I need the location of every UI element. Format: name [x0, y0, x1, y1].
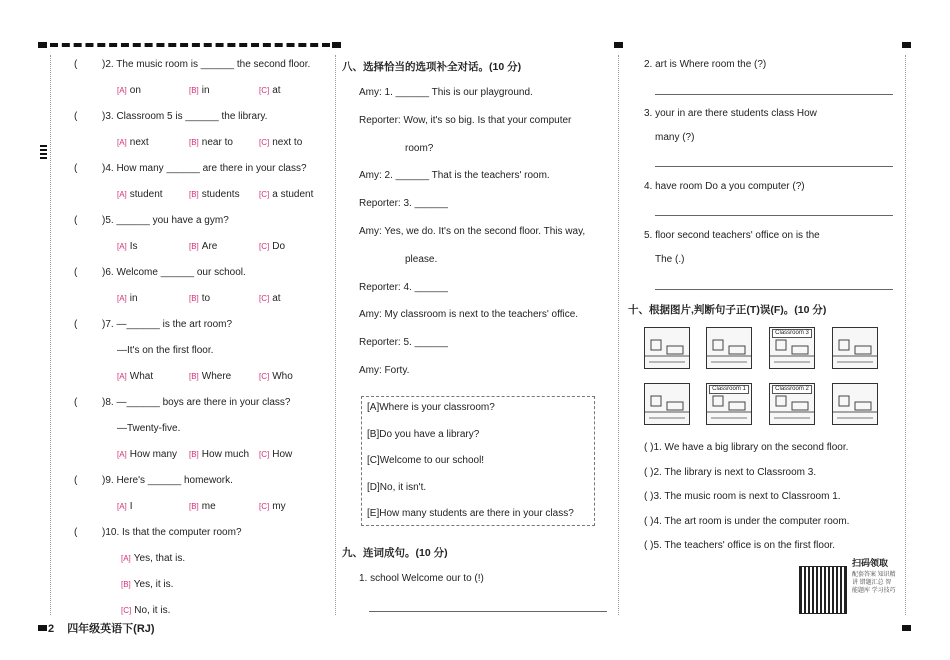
option-text: Do [272, 241, 286, 252]
option-key: [B] [189, 372, 199, 381]
option-text: in [129, 293, 138, 304]
room-sketch-icon [645, 328, 689, 368]
picture-label: Classroom 2 [772, 385, 812, 394]
question-paren: ( [74, 397, 78, 408]
column-divider [618, 55, 619, 615]
tf-item: ( )1. We have a big library on the second floor. [644, 442, 849, 453]
option-text: Do you have a library? [379, 428, 480, 440]
option[interactable] [259, 449, 292, 460]
option-key: [A] [117, 190, 127, 199]
option-text: next [129, 137, 149, 148]
option-key: [E] [367, 508, 380, 519]
option-key: [B] [189, 190, 199, 199]
section10-title: 十、根据图片,判断句子正(T)误(F)。(10 分) [628, 304, 827, 316]
section9-title: 九、连词成句。(10 分) [342, 547, 448, 559]
tf-item: ( )4. The art room is under the computer room. [644, 515, 850, 527]
picture-label: Classroom 1 [709, 385, 749, 394]
room-sketch-icon [707, 384, 751, 424]
s9-item: The (.) [655, 254, 685, 265]
dialog-line: please. [405, 254, 438, 265]
question-text: )9. Here's ______ homework. [102, 475, 233, 486]
option[interactable] [189, 189, 240, 200]
option[interactable] [189, 501, 216, 512]
option-key: [C] [259, 372, 270, 381]
option-key: [D] [367, 481, 380, 493]
option-key: [C] [259, 294, 270, 303]
top-dash-line [50, 43, 330, 47]
option[interactable] [121, 605, 170, 616]
option-text: What [129, 371, 154, 382]
option-key: [A] [117, 294, 127, 303]
option[interactable] [117, 501, 133, 512]
option[interactable] [117, 189, 163, 200]
option-key: [B] [189, 294, 199, 303]
option[interactable] [117, 293, 138, 304]
option[interactable] [259, 85, 281, 96]
option[interactable] [259, 137, 302, 148]
question-text: )2. The music room is ______ the second floor. [102, 59, 311, 70]
option-key: [A] [117, 450, 127, 459]
option-text: No, it isn't. [379, 481, 427, 493]
option-key: [A] [117, 502, 127, 511]
s9-q1: 1. school Welcome our to (!) [359, 573, 484, 584]
option-key: [B] [189, 86, 199, 95]
room-sketch-icon [770, 384, 814, 424]
dialog-line: Amy: Yes, we do. It's on the second floor. This way, [359, 226, 586, 237]
option-text: at [272, 85, 281, 96]
question-paren: ( [74, 59, 78, 70]
option-text: Who [272, 371, 293, 382]
question-paren: ( [74, 319, 78, 330]
option-key: [C] [121, 606, 132, 615]
question-paren: ( [74, 267, 78, 278]
option[interactable] [117, 449, 177, 460]
option-text: Are [201, 241, 218, 252]
answer-line[interactable] [655, 289, 893, 290]
option-key: [C] [367, 455, 380, 466]
dialog-option [367, 455, 484, 466]
option-text: me [201, 501, 216, 512]
question-text: )4. How many ______ are there in your class? [102, 163, 307, 174]
corner-mark [38, 625, 47, 631]
option-key: [C] [259, 138, 270, 147]
option-text: How many students are there in your class? [379, 508, 574, 519]
option-key: [A] [367, 402, 380, 413]
option-key: [A] [121, 554, 131, 563]
column-divider [50, 55, 51, 615]
scene-picture [644, 327, 690, 369]
scene-picture [769, 327, 815, 369]
option-text: Welcome to our school! [379, 455, 485, 466]
option[interactable] [121, 553, 185, 564]
option[interactable] [117, 241, 138, 252]
option-key: [A] [117, 86, 127, 95]
corner-mark [332, 42, 341, 48]
option-text: at [272, 293, 281, 304]
option-key: [C] [259, 242, 270, 251]
column-divider [905, 55, 906, 615]
option-text: I [129, 501, 133, 512]
room-sketch-icon [645, 384, 689, 424]
option-text: on [129, 85, 141, 96]
answer-line[interactable] [655, 94, 893, 95]
question-text: )6. Welcome ______ our school. [102, 267, 246, 278]
side-binding-mark [40, 145, 47, 161]
question-sub: —Twenty-five. [117, 423, 181, 434]
option-text: my [272, 501, 286, 512]
option[interactable] [259, 189, 313, 200]
section8-title: 八、选择恰当的选项补全对话。(10 分) [342, 61, 522, 73]
picture-label: Classroom 3 [772, 329, 812, 338]
option-text: Yes, that is. [133, 553, 186, 564]
question-text: )10. Is that the computer room? [102, 527, 242, 538]
option-text: How many [129, 449, 178, 460]
dialog-line: Amy: 1. ______ This is our playground. [359, 87, 533, 98]
option[interactable] [259, 241, 285, 252]
dialog-line: Amy: My classroom is next to the teachers' office. [359, 309, 579, 320]
option[interactable] [189, 293, 210, 304]
question-paren: ( [74, 111, 78, 122]
option[interactable] [189, 137, 233, 148]
option-key: [C] [259, 86, 270, 95]
scene-picture [769, 383, 815, 425]
option-text: next to [272, 137, 303, 148]
option-text: Is [129, 241, 138, 252]
dialog-line: Reporter: 5. ______ [359, 337, 448, 348]
footer [48, 620, 155, 636]
qr-code [799, 566, 847, 614]
dialog-option [367, 429, 479, 440]
dialog-line: Reporter: 4. ______ [359, 282, 448, 293]
dialog-line: Reporter: 3. ______ [359, 198, 448, 209]
option[interactable] [117, 85, 141, 96]
option[interactable] [259, 293, 281, 304]
corner-mark [902, 625, 911, 631]
option-text: students [201, 189, 240, 200]
dialog-line: room? [405, 143, 434, 154]
room-sketch-icon [833, 328, 877, 368]
option-key: [A] [117, 138, 127, 147]
answer-line[interactable] [369, 611, 607, 612]
option-key: [C] [259, 502, 270, 511]
option[interactable] [117, 137, 149, 148]
option-key: [B] [189, 138, 199, 147]
option-key: [C] [259, 190, 270, 199]
question-paren: ( [74, 163, 78, 174]
s9-item: 4. have room Do a you computer (?) [644, 181, 805, 192]
option-key: [B] [367, 428, 380, 440]
option-text: How much [201, 449, 250, 460]
book-title: 四年级英语下(RJ) [67, 623, 155, 635]
question-paren: ( [74, 527, 78, 538]
room-sketch-icon [833, 384, 877, 424]
room-sketch-icon [707, 328, 751, 368]
question-text: )5. ______ you have a gym? [102, 215, 229, 226]
option-text: Where [201, 371, 232, 382]
option-key: [B] [121, 580, 131, 589]
scene-picture [706, 327, 752, 369]
option-key: [A] [117, 372, 127, 381]
option-key: [C] [259, 450, 270, 459]
column-divider [335, 55, 336, 615]
s9-item: 2. art is Where room the (?) [644, 59, 767, 70]
question-sub: —It's on the first floor. [117, 345, 214, 356]
option[interactable] [189, 371, 231, 382]
option-text: No, it is. [134, 605, 171, 616]
dialog-line: Amy: Forty. [359, 365, 410, 376]
corner-mark [902, 42, 911, 48]
scene-picture [832, 327, 878, 369]
s9-item: 3. your in are there students class How [644, 108, 817, 119]
dialog-option [367, 508, 574, 519]
option-text: near to [201, 137, 233, 148]
question-text: )8. —______ boys are there in your class? [102, 397, 291, 408]
dialog-line: Reporter: Wow, it's so big. Is that your computer [359, 115, 572, 126]
option-text: How [272, 449, 293, 460]
option[interactable] [121, 579, 173, 590]
room-sketch-icon [770, 328, 814, 368]
option[interactable] [189, 85, 210, 96]
s9-item: many (?) [655, 132, 695, 143]
option-text: Yes, it is. [133, 579, 174, 590]
dialog-option [367, 482, 426, 493]
option[interactable] [117, 371, 153, 382]
corner-mark [614, 42, 623, 48]
tf-item: ( )5. The teachers' office is on the first floor. [644, 540, 836, 551]
question-paren: ( [74, 475, 78, 486]
option-text: student [129, 189, 163, 200]
scene-picture [644, 383, 690, 425]
option[interactable] [189, 449, 249, 460]
dialog-line: Amy: 2. ______ That is the teachers' room. [359, 170, 550, 181]
option[interactable] [259, 371, 293, 382]
scene-picture [706, 383, 752, 425]
option-text: a student [272, 189, 314, 200]
qr-subtitle: 配套答案 知识精讲 错题汇总 智能题库 学习技巧 [852, 572, 896, 594]
qr-text [852, 556, 896, 595]
qr-title: 扫码领取 [852, 558, 889, 568]
scene-picture [832, 383, 878, 425]
corner-mark [38, 42, 47, 48]
option-key: [B] [189, 242, 199, 251]
answer-line[interactable] [655, 166, 893, 167]
option-key: [B] [189, 450, 199, 459]
option-text: Where is your classroom? [379, 402, 495, 413]
option-key: [B] [189, 502, 199, 511]
s9-item: 5. floor second teachers' office on is the [644, 230, 820, 241]
page-number: 2 [48, 623, 55, 635]
option-text: in [201, 85, 210, 96]
question-text: )7. —______ is the art room? [102, 319, 233, 330]
question-paren: ( [74, 215, 78, 226]
answer-line[interactable] [655, 215, 893, 216]
option-text: to [201, 293, 211, 304]
dialog-option [367, 402, 495, 413]
option[interactable] [259, 501, 286, 512]
option[interactable] [189, 241, 217, 252]
tf-item: ( )2. The library is next to Classroom 3. [644, 466, 817, 478]
question-text: )3. Classroom 5 is ______ the library. [102, 111, 268, 122]
tf-item: ( )3. The music room is next to Classroom 1. [644, 491, 841, 502]
option-key: [A] [117, 242, 127, 251]
